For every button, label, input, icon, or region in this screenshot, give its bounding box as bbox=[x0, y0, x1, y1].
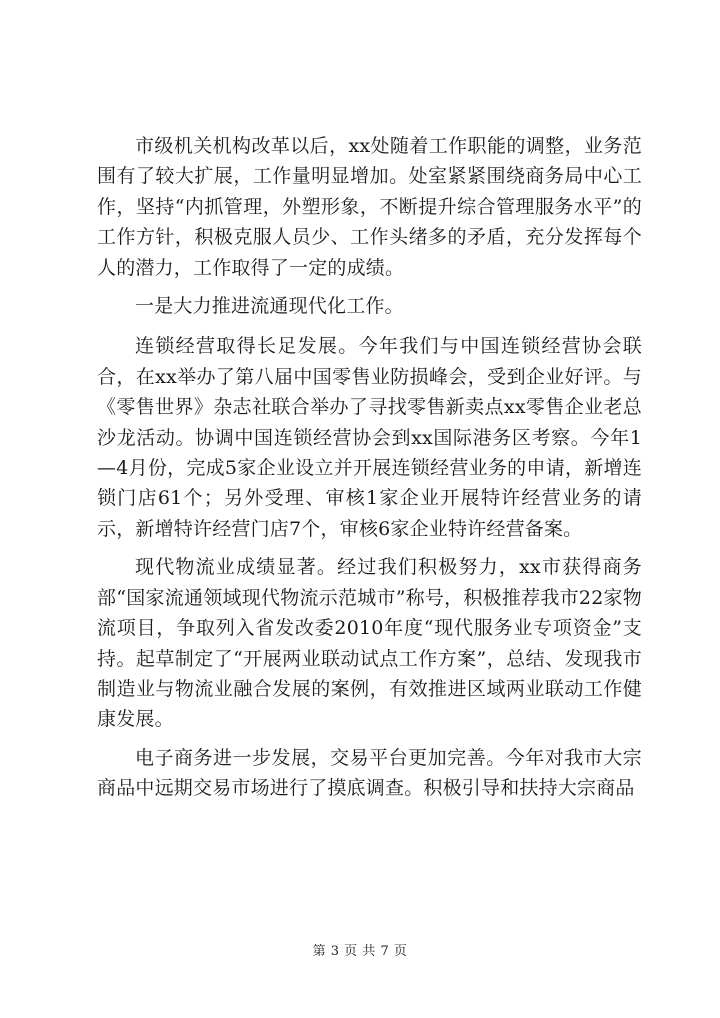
document-body bbox=[97, 131, 642, 812]
page-number-footer: 第 3 页 共 7 页 bbox=[312, 944, 408, 959]
paragraph-modern-logistics: 现代物流业成绩显著。经过我们积极努力，xx市获得商务部“国家流通领域现代物流示范城市”称号，积极推荐我市22家物流项目，争取列入省发改委2010年度“现代服务业专项资金”支持。起草制定了“开展两业联动试点工作方案”，总结、发现我市制造业与物流业融合发展的案例，有效推进区域两业联动工作健康发展。 bbox=[97, 556, 642, 731]
paragraph-section-heading: 一是大力推进流通现代化工作。 bbox=[135, 295, 404, 318]
paragraph-chain-operation: 连锁经营取得长足发展。今年我们与中国连锁经营协会联合，在xx举办了第八届中国零售业防损峰会，受到企业好评。与《零售世界》杂志社联合举办了寻找零售新卖点xx零售企业老总沙龙活动。协调中国连锁经营协会到xx国际港务区考察。今年1—4月份，完成5家企业设立并开展连锁经营业务的申请，新增连锁门店61个；另外受理、审核1家企业开展特许经营业务的请示，新增特许经营门店7个，审核6家企业特许经营备案。 bbox=[97, 335, 642, 540]
paragraph-e-commerce: 电子商务进一步发展，交易平台更加完善。今年对我市大宗商品中远期交易市场进行了摸底调查。积极引导和扶持大宗商品 bbox=[97, 746, 642, 800]
paragraph-intro: 市级机关机构改革以后，xx处随着工作职能的调整，业务范围有了较大扩展，工作量明显增加。处室紧紧围绕商务局中心工作，坚持“内抓管理，外塑形象，不断提升综合管理服务水平”的工作方针，积极克服人员少、工作头绪多的矛盾，充分发挥每个人的潜力，工作取得了一定的成绩。 bbox=[97, 135, 642, 279]
